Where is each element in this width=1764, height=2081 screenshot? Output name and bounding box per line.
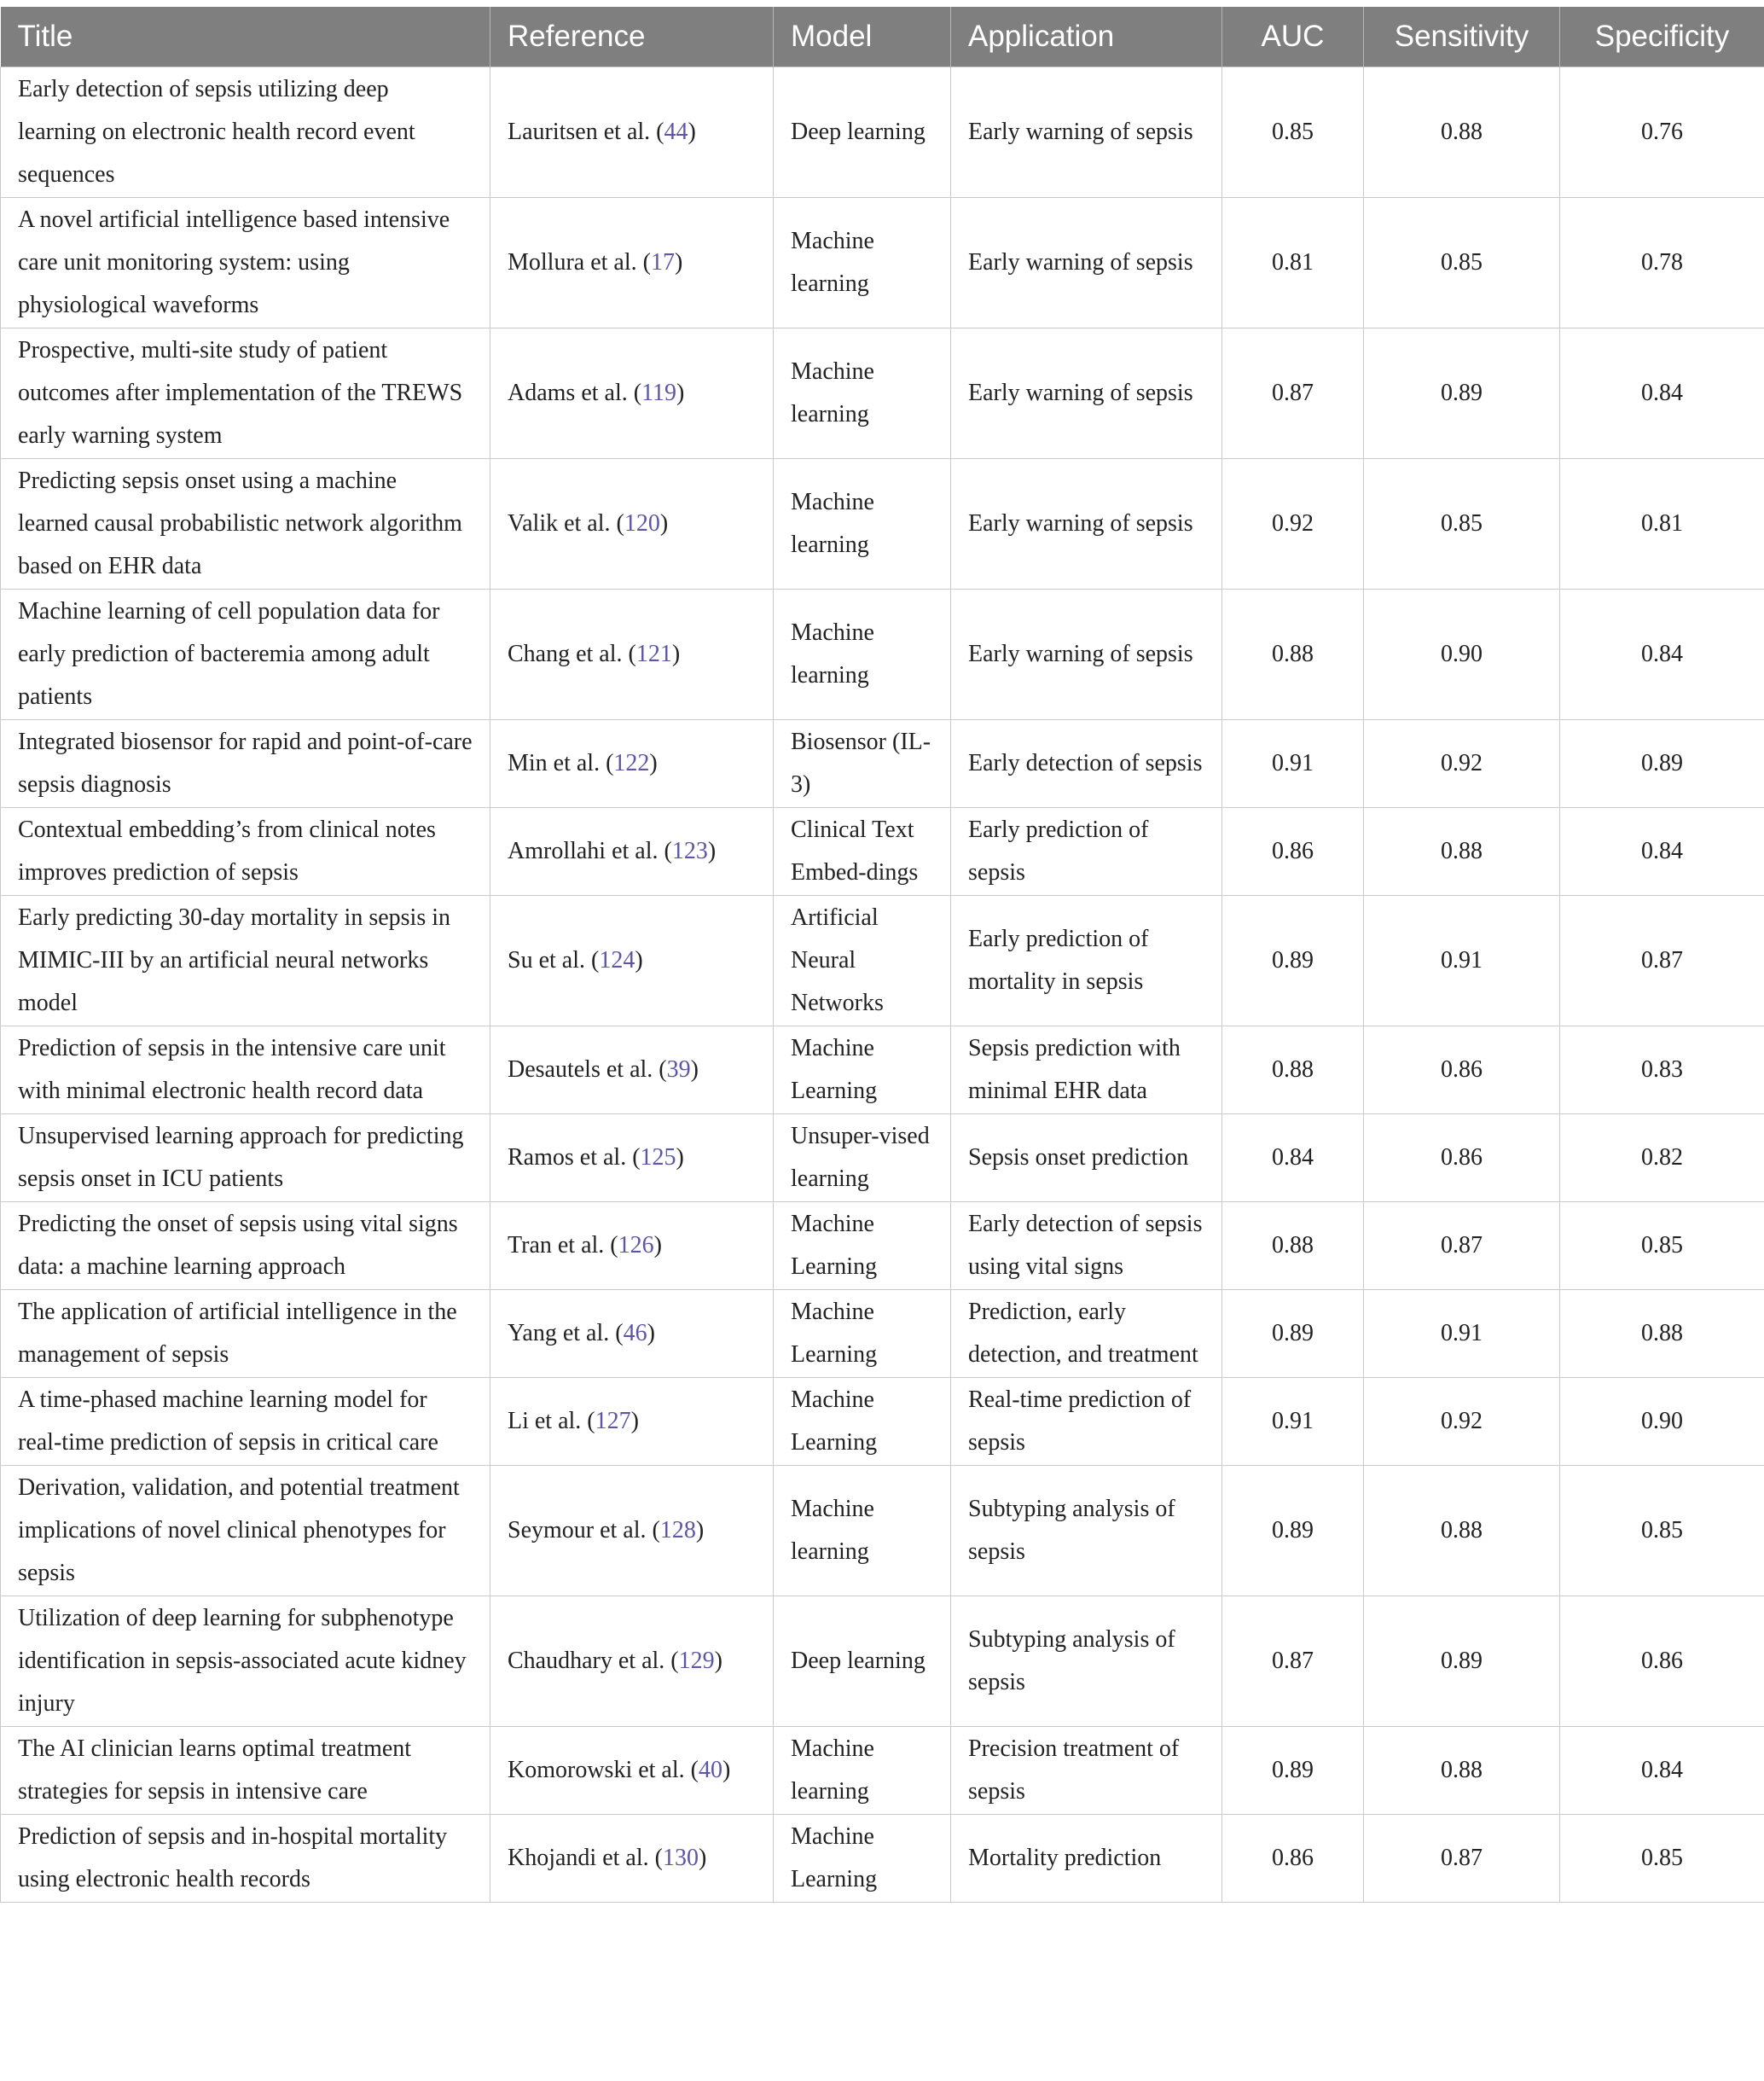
cell-auc: 0.91 bbox=[1222, 720, 1364, 808]
cell-model: Machine learning bbox=[774, 328, 951, 459]
cell-title: A novel artificial intelligence based intensive care unit monitoring system: using physiological waveforms bbox=[1, 198, 490, 328]
cell-auc: 0.88 bbox=[1222, 1026, 1364, 1114]
table-row bbox=[1, 1290, 1764, 1378]
cell-application: Early warning of sepsis bbox=[951, 590, 1222, 720]
cell-sensitivity: 0.88 bbox=[1364, 808, 1560, 896]
cell-sensitivity: 0.87 bbox=[1364, 1815, 1560, 1903]
cell-sensitivity: 0.88 bbox=[1364, 67, 1560, 198]
cell-model: Machine learning bbox=[774, 198, 951, 328]
table-body bbox=[1, 67, 1764, 1903]
cell-sensitivity: 0.91 bbox=[1364, 1290, 1560, 1378]
table-row bbox=[1, 67, 1764, 198]
reference-author: Amrollahi et al. ( bbox=[508, 838, 672, 864]
reference-close: ) bbox=[676, 1144, 684, 1171]
reference-link[interactable]: 119 bbox=[641, 380, 677, 406]
header-title: Title bbox=[1, 7, 490, 67]
table-row bbox=[1, 1815, 1764, 1903]
table-row bbox=[1, 590, 1764, 720]
reference-author: Min et al. ( bbox=[508, 750, 614, 776]
cell-application: Early prediction of sepsis bbox=[951, 808, 1222, 896]
reference-close: ) bbox=[690, 1056, 699, 1083]
header-row bbox=[1, 7, 1764, 67]
cell-sensitivity: 0.88 bbox=[1364, 1727, 1560, 1815]
reference-author: Khojandi et al. ( bbox=[508, 1845, 663, 1871]
cell-auc: 0.84 bbox=[1222, 1114, 1364, 1202]
reference-link[interactable]: 121 bbox=[635, 641, 672, 667]
cell-auc: 0.89 bbox=[1222, 1727, 1364, 1815]
cell-application: Early prediction of mortality in sepsis bbox=[951, 896, 1222, 1026]
reference-close: ) bbox=[671, 641, 681, 667]
cell-title: Predicting sepsis onset using a machine learned causal probabilistic network algorithm based on EHR data bbox=[1, 459, 490, 590]
cell-specificity: 0.81 bbox=[1560, 459, 1764, 590]
cell-reference bbox=[490, 198, 774, 328]
reference-author: Su et al. ( bbox=[508, 947, 600, 974]
cell-title: Predicting the onset of sepsis using vital signs data: a machine learning approach bbox=[1, 1202, 490, 1290]
cell-sensitivity: 0.86 bbox=[1364, 1114, 1560, 1202]
cell-application: Early warning of sepsis bbox=[951, 459, 1222, 590]
cell-model: Artificial Neural Networks bbox=[774, 896, 951, 1026]
reference-close: ) bbox=[630, 1408, 639, 1434]
cell-auc: 0.88 bbox=[1222, 590, 1364, 720]
cell-sensitivity: 0.89 bbox=[1364, 1596, 1560, 1727]
cell-application: Early warning of sepsis bbox=[951, 328, 1222, 459]
cell-specificity: 0.85 bbox=[1560, 1466, 1764, 1596]
reference-close: ) bbox=[676, 380, 685, 406]
cell-sensitivity: 0.92 bbox=[1364, 1378, 1560, 1466]
cell-specificity: 0.87 bbox=[1560, 896, 1764, 1026]
table-row bbox=[1, 1026, 1764, 1114]
cell-application: Precision treatment of sepsis bbox=[951, 1727, 1222, 1815]
cell-reference bbox=[490, 1202, 774, 1290]
cell-auc: 0.81 bbox=[1222, 198, 1364, 328]
cell-reference bbox=[490, 1466, 774, 1596]
cell-auc: 0.87 bbox=[1222, 328, 1364, 459]
cell-specificity: 0.86 bbox=[1560, 1596, 1764, 1727]
reference-close: ) bbox=[707, 838, 717, 864]
table-row bbox=[1, 1727, 1764, 1815]
cell-specificity: 0.76 bbox=[1560, 67, 1764, 198]
cell-reference bbox=[490, 1815, 774, 1903]
cell-auc: 0.89 bbox=[1222, 896, 1364, 1026]
table-row bbox=[1, 1466, 1764, 1596]
cell-specificity: 0.84 bbox=[1560, 328, 1764, 459]
cell-title: A time-phased machine learning model for real-time prediction of sepsis in critical care bbox=[1, 1378, 490, 1466]
cell-application: Early warning of sepsis bbox=[951, 67, 1222, 198]
cell-specificity: 0.84 bbox=[1560, 1727, 1764, 1815]
cell-model: Machine learning bbox=[774, 459, 951, 590]
table-row bbox=[1, 459, 1764, 590]
cell-application: Mortality prediction bbox=[951, 1815, 1222, 1903]
reference-link[interactable]: 123 bbox=[671, 838, 708, 864]
reference-close: ) bbox=[688, 119, 696, 145]
reference-close: ) bbox=[695, 1517, 705, 1543]
cell-auc: 0.86 bbox=[1222, 1815, 1364, 1903]
cell-model: Clinical Text Embed-dings bbox=[774, 808, 951, 896]
reference-link[interactable]: 128 bbox=[659, 1517, 696, 1543]
cell-reference bbox=[490, 1026, 774, 1114]
cell-auc: 0.89 bbox=[1222, 1466, 1364, 1596]
cell-specificity: 0.90 bbox=[1560, 1378, 1764, 1466]
cell-specificity: 0.84 bbox=[1560, 590, 1764, 720]
cell-specificity: 0.82 bbox=[1560, 1114, 1764, 1202]
cell-specificity: 0.83 bbox=[1560, 1026, 1764, 1114]
header-application: Application bbox=[951, 7, 1222, 67]
header-reference: Reference bbox=[490, 7, 774, 67]
cell-auc: 0.92 bbox=[1222, 459, 1364, 590]
cell-model: Machine learning bbox=[774, 590, 951, 720]
cell-reference bbox=[490, 896, 774, 1026]
reference-close: ) bbox=[714, 1648, 722, 1674]
cell-specificity: 0.89 bbox=[1560, 720, 1764, 808]
cell-reference bbox=[490, 720, 774, 808]
cell-specificity: 0.85 bbox=[1560, 1202, 1764, 1290]
cell-auc: 0.87 bbox=[1222, 1596, 1364, 1727]
reference-link[interactable]: 130 bbox=[662, 1845, 699, 1871]
header-auc: AUC bbox=[1222, 7, 1364, 67]
cell-application: Early detection of sepsis using vital signs bbox=[951, 1202, 1222, 1290]
reference-link[interactable]: 125 bbox=[640, 1144, 676, 1171]
reference-close: ) bbox=[647, 1320, 655, 1346]
table-row bbox=[1, 1202, 1764, 1290]
cell-sensitivity: 0.89 bbox=[1364, 328, 1560, 459]
reference-link[interactable]: 129 bbox=[678, 1648, 715, 1674]
cell-sensitivity: 0.87 bbox=[1364, 1202, 1560, 1290]
cell-title: The application of artificial intelligence in the management of sepsis bbox=[1, 1290, 490, 1378]
cell-auc: 0.89 bbox=[1222, 1290, 1364, 1378]
cell-model: Biosensor (IL-3) bbox=[774, 720, 951, 808]
table-row bbox=[1, 1596, 1764, 1727]
cell-application: Early detection of sepsis bbox=[951, 720, 1222, 808]
reference-link[interactable]: 17 bbox=[650, 249, 675, 276]
cell-reference bbox=[490, 590, 774, 720]
header-sensitivity: Sensitivity bbox=[1364, 7, 1560, 67]
cell-model: Deep learning bbox=[774, 67, 951, 198]
reference-author: Tran et al. ( bbox=[508, 1232, 618, 1258]
reference-link[interactable]: 126 bbox=[618, 1232, 654, 1258]
cell-reference bbox=[490, 1727, 774, 1815]
cell-title: Integrated biosensor for rapid and point-of-care sepsis diagnosis bbox=[1, 720, 490, 808]
reference-author: Chaudhary et al. ( bbox=[508, 1648, 679, 1674]
cell-auc: 0.88 bbox=[1222, 1202, 1364, 1290]
cell-sensitivity: 0.92 bbox=[1364, 720, 1560, 808]
reference-link[interactable]: 127 bbox=[595, 1408, 631, 1434]
cell-reference bbox=[490, 1378, 774, 1466]
cell-title: Prospective, multi-site study of patient outcomes after implementation of the TREWS early warning system bbox=[1, 328, 490, 459]
cell-auc: 0.91 bbox=[1222, 1378, 1364, 1466]
reference-author: Komorowski et al. ( bbox=[508, 1757, 699, 1783]
reference-link[interactable]: 120 bbox=[624, 510, 660, 537]
cell-title: The AI clinician learns optimal treatment strategies for sepsis in intensive care bbox=[1, 1727, 490, 1815]
cell-sensitivity: 0.88 bbox=[1364, 1466, 1560, 1596]
cell-specificity: 0.88 bbox=[1560, 1290, 1764, 1378]
cell-title: Derivation, validation, and potential treatment implications of novel clinical phenotypes for sepsis bbox=[1, 1466, 490, 1596]
table-row bbox=[1, 896, 1764, 1026]
cell-sensitivity: 0.86 bbox=[1364, 1026, 1560, 1114]
reference-author: Ramos et al. ( bbox=[508, 1144, 641, 1171]
cell-application: Sepsis prediction with minimal EHR data bbox=[951, 1026, 1222, 1114]
reference-close: ) bbox=[659, 510, 669, 537]
cell-title: Utilization of deep learning for subphenotype identification in sepsis-associated acute kidney injury bbox=[1, 1596, 490, 1727]
reference-author: Seymour et al. ( bbox=[508, 1517, 660, 1543]
cell-reference bbox=[490, 808, 774, 896]
cell-reference bbox=[490, 1114, 774, 1202]
reference-author: Valik et al. ( bbox=[508, 510, 624, 537]
cell-model: Unsuper-vised learning bbox=[774, 1114, 951, 1202]
cell-title: Early detection of sepsis utilizing deep learning on electronic health record event sequences bbox=[1, 67, 490, 198]
cell-title: Unsupervised learning approach for predicting sepsis onset in ICU patients bbox=[1, 1114, 490, 1202]
reference-close: ) bbox=[635, 947, 643, 974]
cell-application: Real-time prediction of sepsis bbox=[951, 1378, 1222, 1466]
reference-author: Yang et al. ( bbox=[508, 1320, 624, 1346]
reference-author: Lauritsen et al. ( bbox=[508, 119, 664, 145]
sepsis-ai-studies-table bbox=[0, 7, 1764, 1903]
cell-model: Machine Learning bbox=[774, 1202, 951, 1290]
reference-close: ) bbox=[722, 1757, 731, 1783]
reference-author: Desautels et al. ( bbox=[508, 1056, 667, 1083]
cell-title: Machine learning of cell population data for early prediction of bacteremia among adult patients bbox=[1, 590, 490, 720]
cell-model: Machine Learning bbox=[774, 1026, 951, 1114]
cell-specificity: 0.78 bbox=[1560, 198, 1764, 328]
cell-model: Machine learning bbox=[774, 1466, 951, 1596]
cell-sensitivity: 0.91 bbox=[1364, 896, 1560, 1026]
header-model: Model bbox=[774, 7, 951, 67]
cell-reference bbox=[490, 328, 774, 459]
table-row bbox=[1, 198, 1764, 328]
cell-sensitivity: 0.85 bbox=[1364, 198, 1560, 328]
reference-link[interactable]: 44 bbox=[664, 119, 688, 145]
cell-sensitivity: 0.90 bbox=[1364, 590, 1560, 720]
header-specificity: Specificity bbox=[1560, 7, 1764, 67]
cell-application: Early warning of sepsis bbox=[951, 198, 1222, 328]
cell-model: Deep learning bbox=[774, 1596, 951, 1727]
table-row bbox=[1, 808, 1764, 896]
cell-title: Contextual embedding’s from clinical notes improves prediction of sepsis bbox=[1, 808, 490, 896]
reference-link[interactable]: 39 bbox=[666, 1056, 691, 1083]
cell-model: Machine learning bbox=[774, 1727, 951, 1815]
table-row bbox=[1, 1114, 1764, 1202]
reference-close: ) bbox=[674, 249, 683, 276]
table-row bbox=[1, 720, 1764, 808]
cell-reference bbox=[490, 459, 774, 590]
cell-model: Machine Learning bbox=[774, 1378, 951, 1466]
reference-author: Adams et al. ( bbox=[508, 380, 642, 406]
cell-reference bbox=[490, 1596, 774, 1727]
cell-title: Prediction of sepsis and in-hospital mortality using electronic health records bbox=[1, 1815, 490, 1903]
cell-application: Sepsis onset prediction bbox=[951, 1114, 1222, 1202]
reference-link[interactable]: 124 bbox=[599, 947, 635, 974]
reference-link[interactable]: 40 bbox=[698, 1757, 722, 1783]
cell-specificity: 0.85 bbox=[1560, 1815, 1764, 1903]
cell-application: Prediction, early detection, and treatment bbox=[951, 1290, 1222, 1378]
cell-application: Subtyping analysis of sepsis bbox=[951, 1466, 1222, 1596]
cell-reference bbox=[490, 67, 774, 198]
reference-close: ) bbox=[649, 750, 658, 776]
reference-link[interactable]: 46 bbox=[623, 1320, 647, 1346]
cell-auc: 0.85 bbox=[1222, 67, 1364, 198]
cell-specificity: 0.84 bbox=[1560, 808, 1764, 896]
reference-author: Chang et al. ( bbox=[508, 641, 636, 667]
cell-model: Machine Learning bbox=[774, 1290, 951, 1378]
table-row bbox=[1, 1378, 1764, 1466]
reference-close: ) bbox=[653, 1232, 662, 1258]
reference-close: ) bbox=[698, 1845, 707, 1871]
cell-model: Machine Learning bbox=[774, 1815, 951, 1903]
cell-title: Prediction of sepsis in the intensive care unit with minimal electronic health record data bbox=[1, 1026, 490, 1114]
table-row bbox=[1, 328, 1764, 459]
reference-author: Li et al. ( bbox=[508, 1408, 595, 1434]
cell-reference bbox=[490, 1290, 774, 1378]
cell-title: Early predicting 30-day mortality in sepsis in MIMIC-III by an artificial neural networks model bbox=[1, 896, 490, 1026]
cell-application: Subtyping analysis of sepsis bbox=[951, 1596, 1222, 1727]
reference-link[interactable]: 122 bbox=[613, 750, 650, 776]
reference-author: Mollura et al. ( bbox=[508, 249, 651, 276]
cell-sensitivity: 0.85 bbox=[1364, 459, 1560, 590]
cell-auc: 0.86 bbox=[1222, 808, 1364, 896]
